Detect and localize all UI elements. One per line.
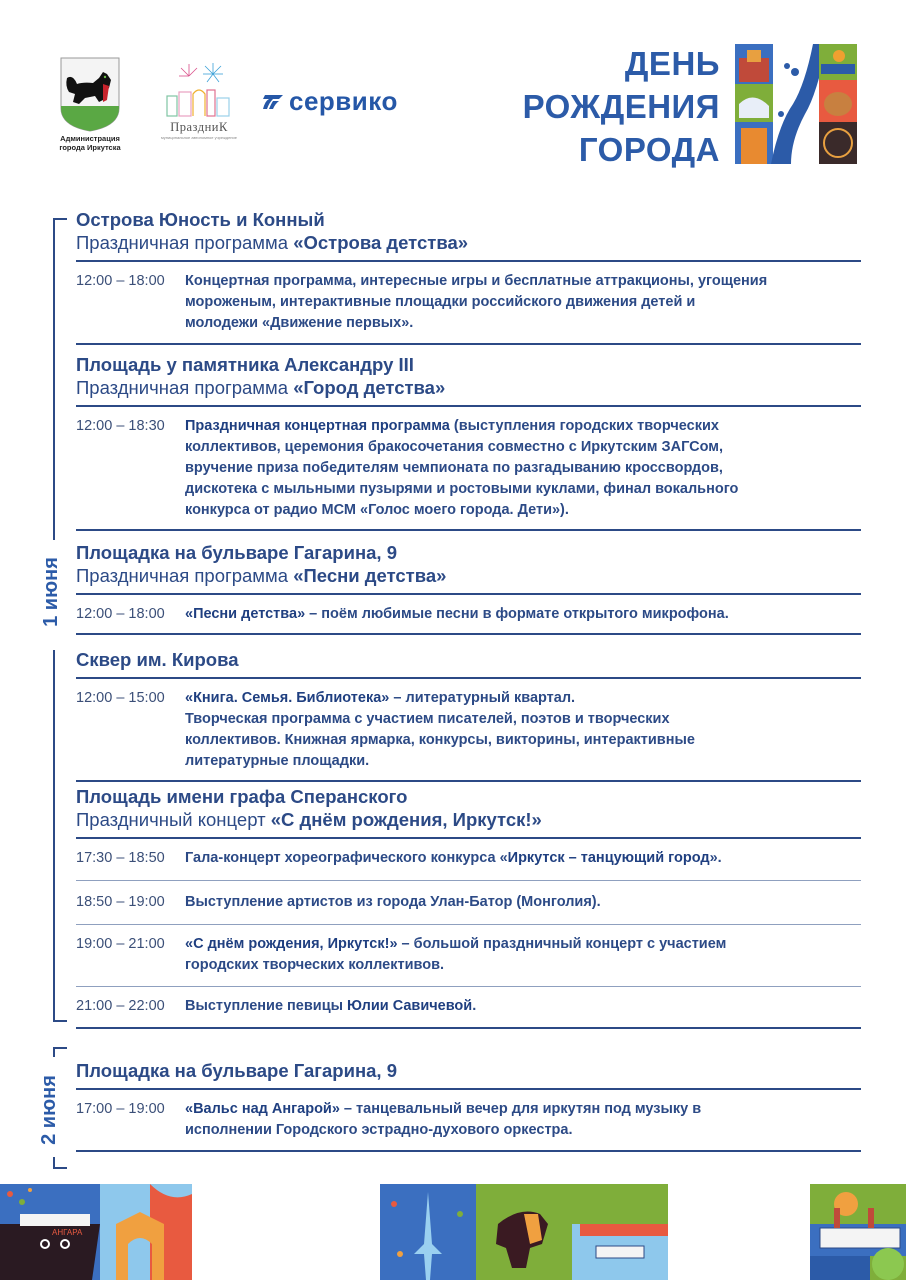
venue-subtitle: Праздничная программа «Песни детства» bbox=[76, 565, 447, 586]
event-row bbox=[76, 848, 861, 869]
event-time: 17:00 – 19:00 bbox=[76, 1101, 165, 1117]
event-description: Праздничная концертная программа (выступления городских творческих коллективов, церемония бракосочетания совместно с Иркутским ЗАГСом, вручение приза победителям чемпионата по разгадыванию кроссвордов, дискотека с мыльными пузырями и ростовыми куклами, финал вокального конкурса от радио МСМ «Голос моего города. Дети»). bbox=[185, 418, 739, 518]
event-row bbox=[76, 416, 861, 521]
divider-thin bbox=[76, 986, 861, 987]
event-row bbox=[76, 688, 861, 772]
venue-subtitle: Праздничный концерт «С днём рождения, Иркутск!» bbox=[76, 809, 542, 830]
venue-title: Площадка на бульваре Гагарина, 9 bbox=[76, 542, 397, 563]
event-row bbox=[76, 604, 861, 625]
venue-islands bbox=[76, 208, 861, 345]
venue-title: Острова Юность и Конный bbox=[76, 209, 325, 230]
event-description: «С днём рождения, Иркутск!» – большой праздничный концерт с участием городских творческих коллективов. bbox=[185, 936, 727, 973]
event-description: «Песни детства» – поём любимые песни в формате открытого микрофона. bbox=[185, 606, 729, 622]
divider bbox=[76, 529, 861, 531]
event-time: 21:00 – 22:00 bbox=[76, 998, 165, 1014]
divider-thin bbox=[76, 924, 861, 925]
prazdnik-logo: ПраздниК муниципальное автономное учреждение bbox=[158, 62, 240, 140]
event-row bbox=[76, 934, 861, 976]
venue-title: Сквер им. Кирова bbox=[76, 649, 239, 670]
event-row bbox=[76, 271, 861, 334]
day2-bracket-top bbox=[53, 1047, 67, 1057]
venue-title: Площадка на бульваре Гагарина, 9 bbox=[76, 1060, 397, 1081]
event-description: Гала-концерт хореографического конкурса «Иркутск – танцующий город». bbox=[185, 850, 722, 866]
event-time: 12:00 – 18:30 bbox=[76, 418, 165, 434]
venue-title: Площадь имени графа Сперанского bbox=[76, 786, 408, 807]
divider bbox=[76, 837, 861, 839]
divider bbox=[76, 1150, 861, 1152]
event-description: Выступление певицы Юлии Савичевой. bbox=[185, 998, 477, 1014]
event-time: 12:00 – 18:00 bbox=[76, 606, 165, 622]
admin-caption: Администрация города Иркутска bbox=[59, 134, 121, 152]
event-row bbox=[76, 996, 861, 1017]
event-row bbox=[76, 892, 861, 913]
event-description: «Вальс над Ангарой» – танцевальный вечер для иркутян под музыку в исполнении Городского эстрадно-духового оркестра. bbox=[185, 1101, 702, 1138]
serviko-mark-icon bbox=[263, 91, 285, 111]
event-description: Концертная программа, интересные игры и бесплатные аттракционы, угощения мороженым, интерактивные площадки российского движения детей и молодежи «Движение первых». bbox=[185, 273, 768, 331]
divider bbox=[76, 593, 861, 595]
day2-bracket-bottom bbox=[53, 1157, 67, 1169]
divider bbox=[76, 1027, 861, 1029]
serviko-logo: сервико bbox=[263, 86, 398, 116]
divider bbox=[76, 405, 861, 407]
event-time: 17:30 – 18:50 bbox=[76, 850, 165, 866]
event-time: 19:00 – 21:00 bbox=[76, 936, 165, 952]
day-label-june-1: 1 июня bbox=[40, 557, 62, 627]
footer-illustration-dam bbox=[810, 1184, 906, 1280]
venue-kirov-square bbox=[76, 648, 861, 782]
event-description: «Книга. Семья. Библиотека» – литературный квартал. Творческая программа с участием писателей, поэтов и творческих коллективов. Книжная ярмарка, конкурсы, викторины, интерактивные литературные площадки. bbox=[185, 690, 695, 769]
svg-text:АНГАРА: АНГАРА bbox=[52, 1228, 83, 1237]
footer-illustration-panels bbox=[380, 1184, 668, 1280]
coat-of-arms-icon bbox=[59, 56, 121, 132]
venue-gagarin-boulevard-day2 bbox=[76, 1059, 861, 1152]
page-title: ДЕНЬ РОЖДЕНИЯ ГОРОДА bbox=[522, 45, 720, 168]
event-description: Выступление артистов из города Улан-Батор (Монголия). bbox=[185, 894, 601, 910]
venue-subtitle: Праздничная программа «Острова детства» bbox=[76, 232, 469, 253]
divider-thin bbox=[76, 880, 861, 881]
event-time: 12:00 – 18:00 bbox=[76, 273, 165, 289]
day-bracket-top bbox=[53, 218, 67, 540]
event-row bbox=[76, 1099, 861, 1141]
day-bracket-bottom bbox=[53, 650, 67, 1022]
fireworks-city-icon bbox=[161, 62, 237, 120]
divider bbox=[76, 780, 861, 782]
divider bbox=[76, 633, 861, 635]
admin-irkutsk-logo bbox=[55, 56, 125, 152]
venue-speransky-square bbox=[76, 785, 861, 1029]
venue-subtitle: Праздничная программа «Город детства» bbox=[76, 377, 446, 398]
venue-title: Площадь у памятника Александру III bbox=[76, 354, 414, 375]
venue-gagarin-boulevard bbox=[76, 541, 861, 635]
divider bbox=[76, 343, 861, 345]
city-birthday-illustration bbox=[735, 44, 857, 164]
day-label-june-2: 2 июня bbox=[38, 1075, 60, 1145]
event-time: 18:50 – 19:00 bbox=[76, 894, 165, 910]
divider bbox=[76, 260, 861, 262]
divider bbox=[76, 1088, 861, 1090]
event-time: 12:00 – 15:00 bbox=[76, 690, 165, 706]
footer-illustration-ship-arch bbox=[0, 1184, 192, 1280]
venue-alexander-monument bbox=[76, 353, 861, 531]
divider bbox=[76, 677, 861, 679]
